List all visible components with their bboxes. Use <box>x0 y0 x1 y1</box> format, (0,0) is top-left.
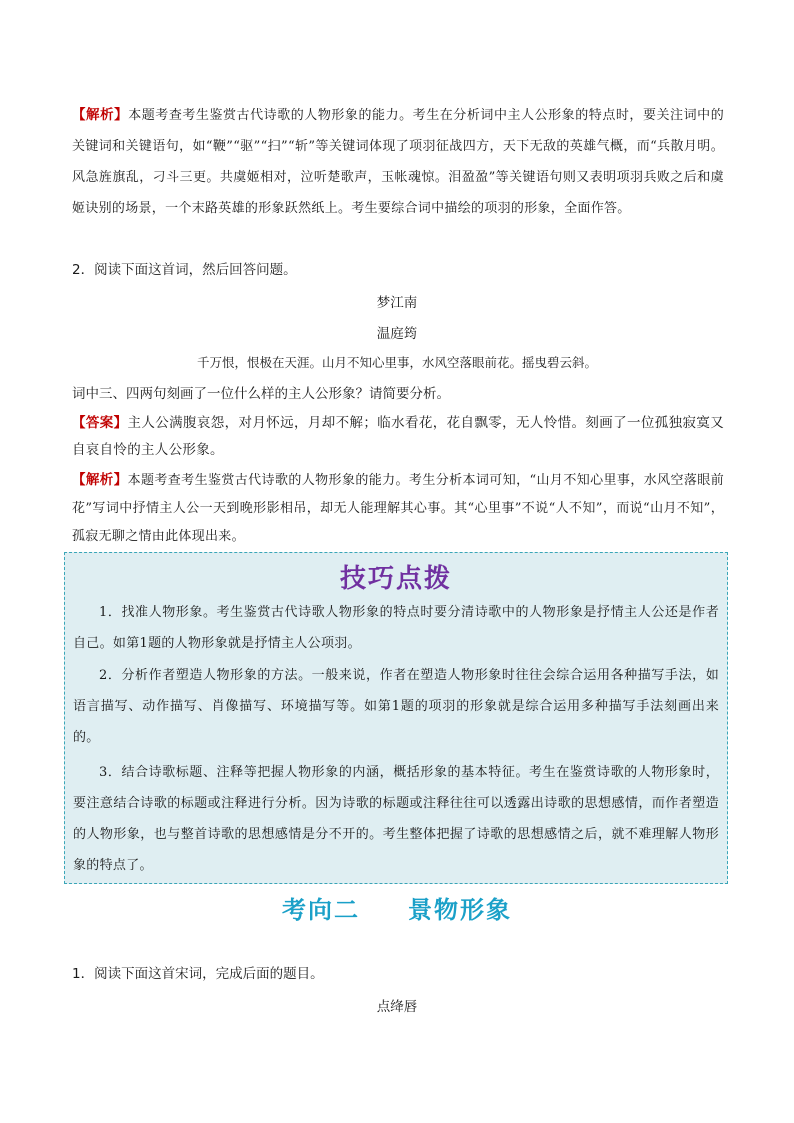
analysis-2-label: 【解析】 <box>72 472 128 488</box>
tips-point-2: 2．分析作者塑造人物形象的方法。一般来说，作者在塑造人物形象时往往会综合运用各种描写手法，如语言描写、动作描写、肖像描写、环境描写等。如第1题的项羽的形象就是综合运用多种描写手法刻画出来的。 <box>73 668 719 745</box>
section-title: 景物形象 <box>408 896 512 924</box>
poem-title: 梦江南 <box>376 295 418 311</box>
section-heading <box>0 890 794 925</box>
analysis-2 <box>72 466 724 551</box>
answer-2 <box>72 410 724 464</box>
tips-point-3: 3．结合诗歌标题、注释等把握人物形象的内涵，概括形象的基本特征。考生在鉴赏诗歌的人物形象时，要注意结合诗歌的标题或注释进行分析。因为诗歌的标题或注释往往可以透露出诗歌的思想感情，而作者塑造的人物形象，也与整首诗歌的思想感情是分不开的。考生整体把握了诗歌的思想感情之后，就不难理解人物形象的特点了。 <box>73 765 719 873</box>
question-2-prompt: 2．阅读下面这首词，然后回答问题。 <box>72 262 297 278</box>
poem-author: 温庭筠 <box>376 326 418 342</box>
analysis-2-text: 本题考查考生鉴赏古代诗歌的人物形象的能力。考生分析本词可知，“山月不知心里事，水风空落眼前花”写词中抒情主人公一天到晚形影相吊，却无人能理解其心事。其“心里事”不说“人不知”，而说“山月不知”，孤寂无聊之情由此体现出来。 <box>72 473 724 544</box>
tips-title: 技巧点拨 <box>339 564 452 594</box>
section-label: 考向二 <box>282 896 360 924</box>
analysis-1-text: 本题考查考生鉴赏古代诗歌的人物形象的能力。考生在分析词中主人公形象的特点时，要关注词中的关键词和关键语句，如“鞭”“驱”“扫”“斩”等关键词体现了项羽征战四方，天下无敌的英雄气概，而“兵散月明。风急旌旗乱，刁斗三更。共虞姬相对，泣听楚歌声，玉帐魂惊。泪盈盈”等关键语句则又表明项羽兵败之后和虞姬诀别的场景，一个末路英雄的形象跃然纸上。考生要综合词中描绘的项羽的形象，全面作答。 <box>72 108 724 216</box>
tips-box <box>64 552 728 884</box>
analysis-1 <box>72 100 724 224</box>
next-poem-title: 点绛唇 <box>376 999 418 1015</box>
answer-2-label: 【答案】 <box>72 415 128 431</box>
tips-point-1: 1．找准人物形象。考生鉴赏古代诗歌人物形象的特点时要分清诗歌中的人物形象是抒情主人公还是作者自己。如第1题的人物形象就是抒情主人公项羽。 <box>73 605 719 651</box>
answer-2-text: 主人公满腹哀怨，对月怀远，月却不解；临水看花，花自飘零，无人怜惜。刻画了一位孤独寂寞又自哀自怜的主人公形象。 <box>72 415 724 458</box>
poem-text: 千万恨，恨极在天涯。山月不知心里事，水风空落眼前花。摇曳碧云斜。 <box>196 355 597 370</box>
analysis-1-label: 【解析】 <box>72 107 129 123</box>
question-2-text: 词中三、四两句刻画了一位什么样的主人公形象？请简要分析。 <box>72 386 450 402</box>
next-question-prompt: 1．阅读下面这首宋词，完成后面的题目。 <box>72 966 324 982</box>
